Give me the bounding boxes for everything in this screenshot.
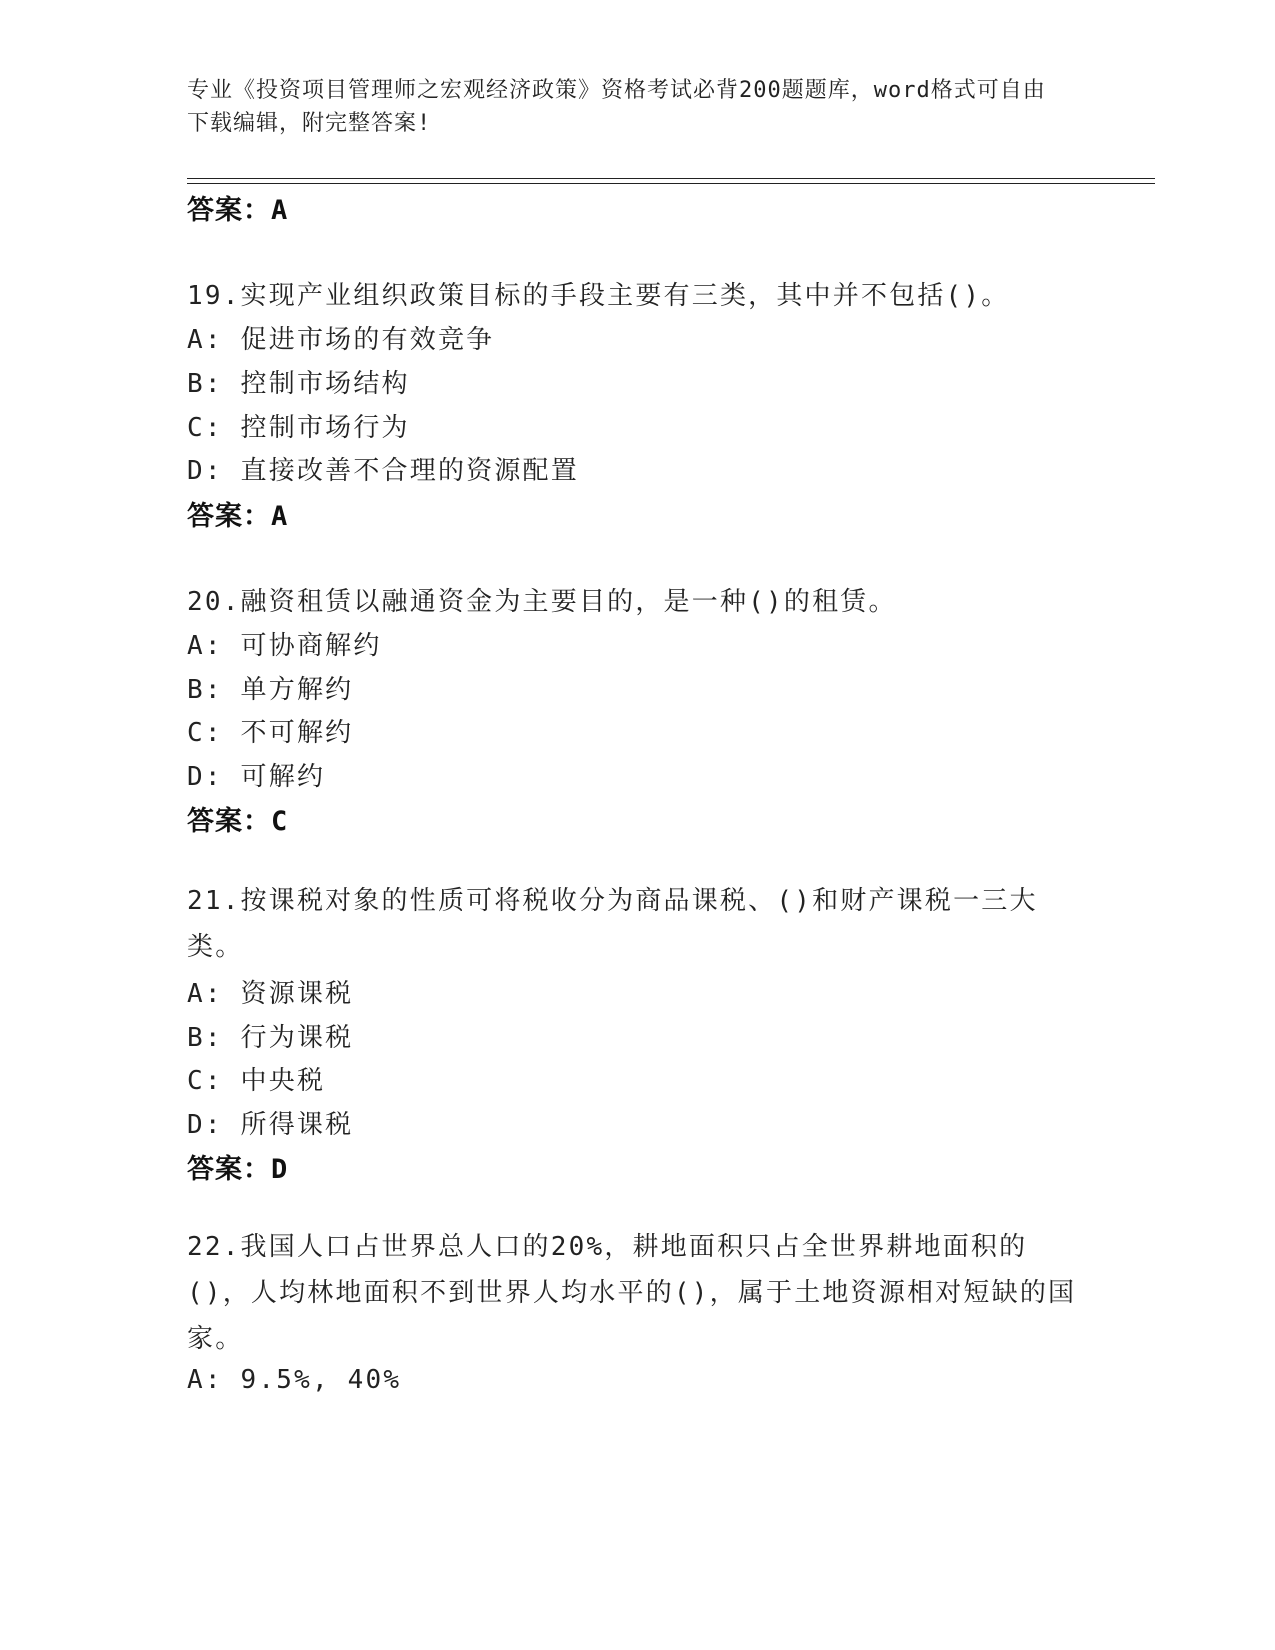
question-22-text: 22.我国人口占世界总人口的20%，耕地面积只占全世界耕地面积的()，人均林地面积不到世界人均水平的()，属于土地资源相对短缺的国家。 [187, 1232, 1077, 1354]
question-22-option-a: A: 9.5%, 40% [187, 1365, 402, 1395]
question-19-option-b: B: 控制市场结构 [187, 369, 410, 399]
question-21-option-c: C: 中央税 [187, 1066, 326, 1096]
question-19-text: 19.实现产业组织政策目标的手段主要有三类，其中并不包括()。 [187, 281, 1010, 311]
question-21-option-d: D: 所得课税 [187, 1110, 354, 1140]
answer-label: 答案：A [187, 195, 289, 226]
question-20-answer: 答案：C [187, 806, 289, 837]
question-21-text: 21.按课税对象的性质可将税收分为商品课税、()和财产课税一三大类。 [187, 886, 1038, 962]
question-21-option-a: A: 资源课税 [187, 979, 354, 1009]
header-divider-bottom [187, 183, 1155, 184]
question-20-option-a: A: 可协商解约 [187, 631, 382, 661]
question-21-option-b: B: 行为课税 [187, 1023, 354, 1053]
question-19-option-c: C: 控制市场行为 [187, 413, 410, 443]
question-20-option-b: B: 单方解约 [187, 675, 354, 705]
header-divider-top [187, 178, 1155, 179]
question-20-option-c: C: 不可解约 [187, 718, 354, 748]
document-intro: 专业《投资项目管理师之宏观经济政策》资格考试必背200题题库，word格式可自由下载编辑，附完整答案! [187, 78, 1046, 136]
question-19-answer: 答案：A [187, 501, 289, 532]
question-20-text: 20.融资租赁以融通资金为主要目的，是一种()的租赁。 [187, 587, 897, 617]
question-21-answer: 答案：D [187, 1154, 289, 1185]
question-19-option-a: A: 促进市场的有效竞争 [187, 325, 495, 355]
question-20-option-d: D: 可解约 [187, 762, 326, 792]
question-19-option-d: D: 直接改善不合理的资源配置 [187, 456, 579, 486]
